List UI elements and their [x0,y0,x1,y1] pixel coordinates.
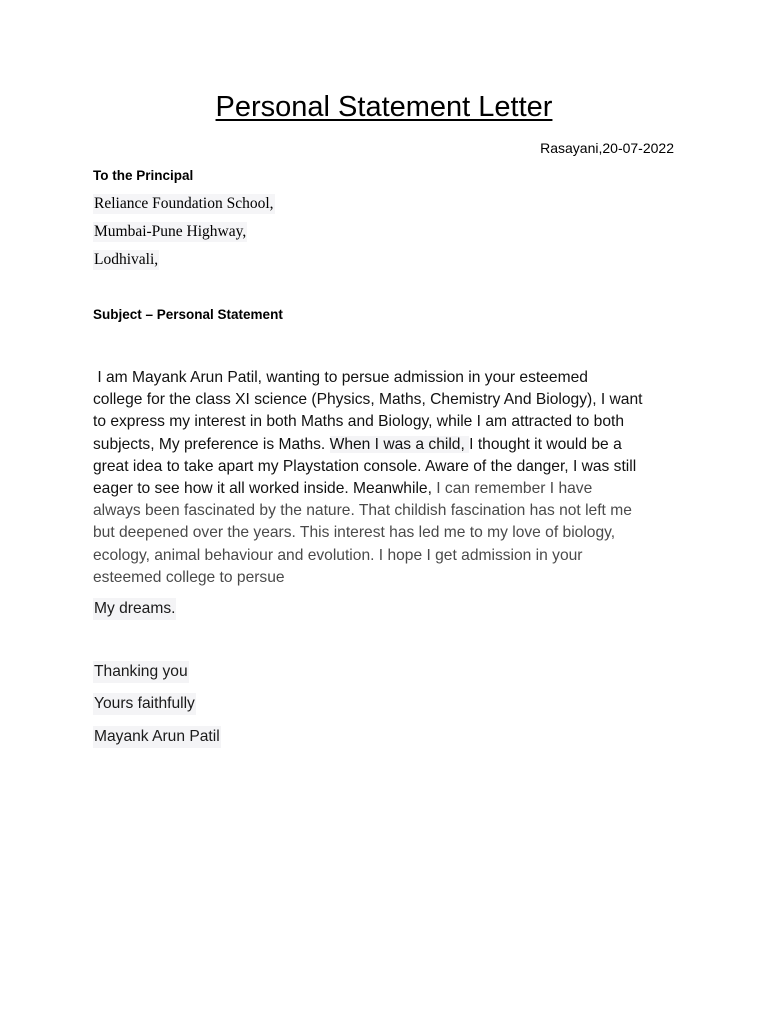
body-text: college for the class XI science (Physics, Maths, Chemistry And Biology), I want [93,391,643,409]
thanking-line: Thanking you [93,661,189,683]
body-line [93,456,683,478]
body-text: eager to see how it all worked inside. Meanwhile, [93,480,437,498]
closing-paragraph: My dreams. [93,598,176,620]
document-title: Personal Statement Letter [215,91,553,123]
subject-line: Subject – Personal Statement [93,307,283,322]
body-text-grey: always been fascinated by the nature. That childish fascination has not left me [93,502,632,520]
address-line-locality: Lodhivali, [94,251,159,268]
body-text: I am Mayank Arun Patil, wanting to persue admission in your esteemed [93,369,588,386]
body-line [93,567,683,589]
signature-name: Mayank Arun Patil [93,726,221,748]
body-line [93,411,683,433]
body-line [93,500,683,522]
body-line [93,522,683,544]
address-line-highway: Mumbai-Pune Highway, [94,223,247,240]
body-text: I thought it would be a [469,435,622,453]
valediction: Yours faithfully [93,693,196,715]
address-line-school: Reliance Foundation School, [94,195,274,212]
recipient-salutation: To the Principal [93,168,194,183]
place-date: Rasayani,20-07-2022 [540,140,674,156]
body-text-grey: ecology, animal behaviour and evolution. I hope I get admission in your [93,546,583,564]
body-text-grey: I can remember I have [436,480,593,498]
body-text-highlight: When I was a child, [329,435,470,453]
body-line [93,389,683,411]
body-line [93,434,683,456]
body-paragraph [93,367,683,589]
body-line [93,545,683,567]
body-line [93,367,683,389]
body-text: subjects, My preference is Maths. [93,435,330,453]
body-text-grey: but deepened over the years. This interest has led me to my love of biology, [93,524,616,542]
body-text: great idea to take apart my Playstation console. Aware of the danger, I was still [93,457,637,475]
body-text: to express my interest in both Maths and Biology, while I am attracted to both [93,413,625,431]
body-line [93,478,683,500]
body-text-grey: esteemed college to persue [93,568,285,586]
